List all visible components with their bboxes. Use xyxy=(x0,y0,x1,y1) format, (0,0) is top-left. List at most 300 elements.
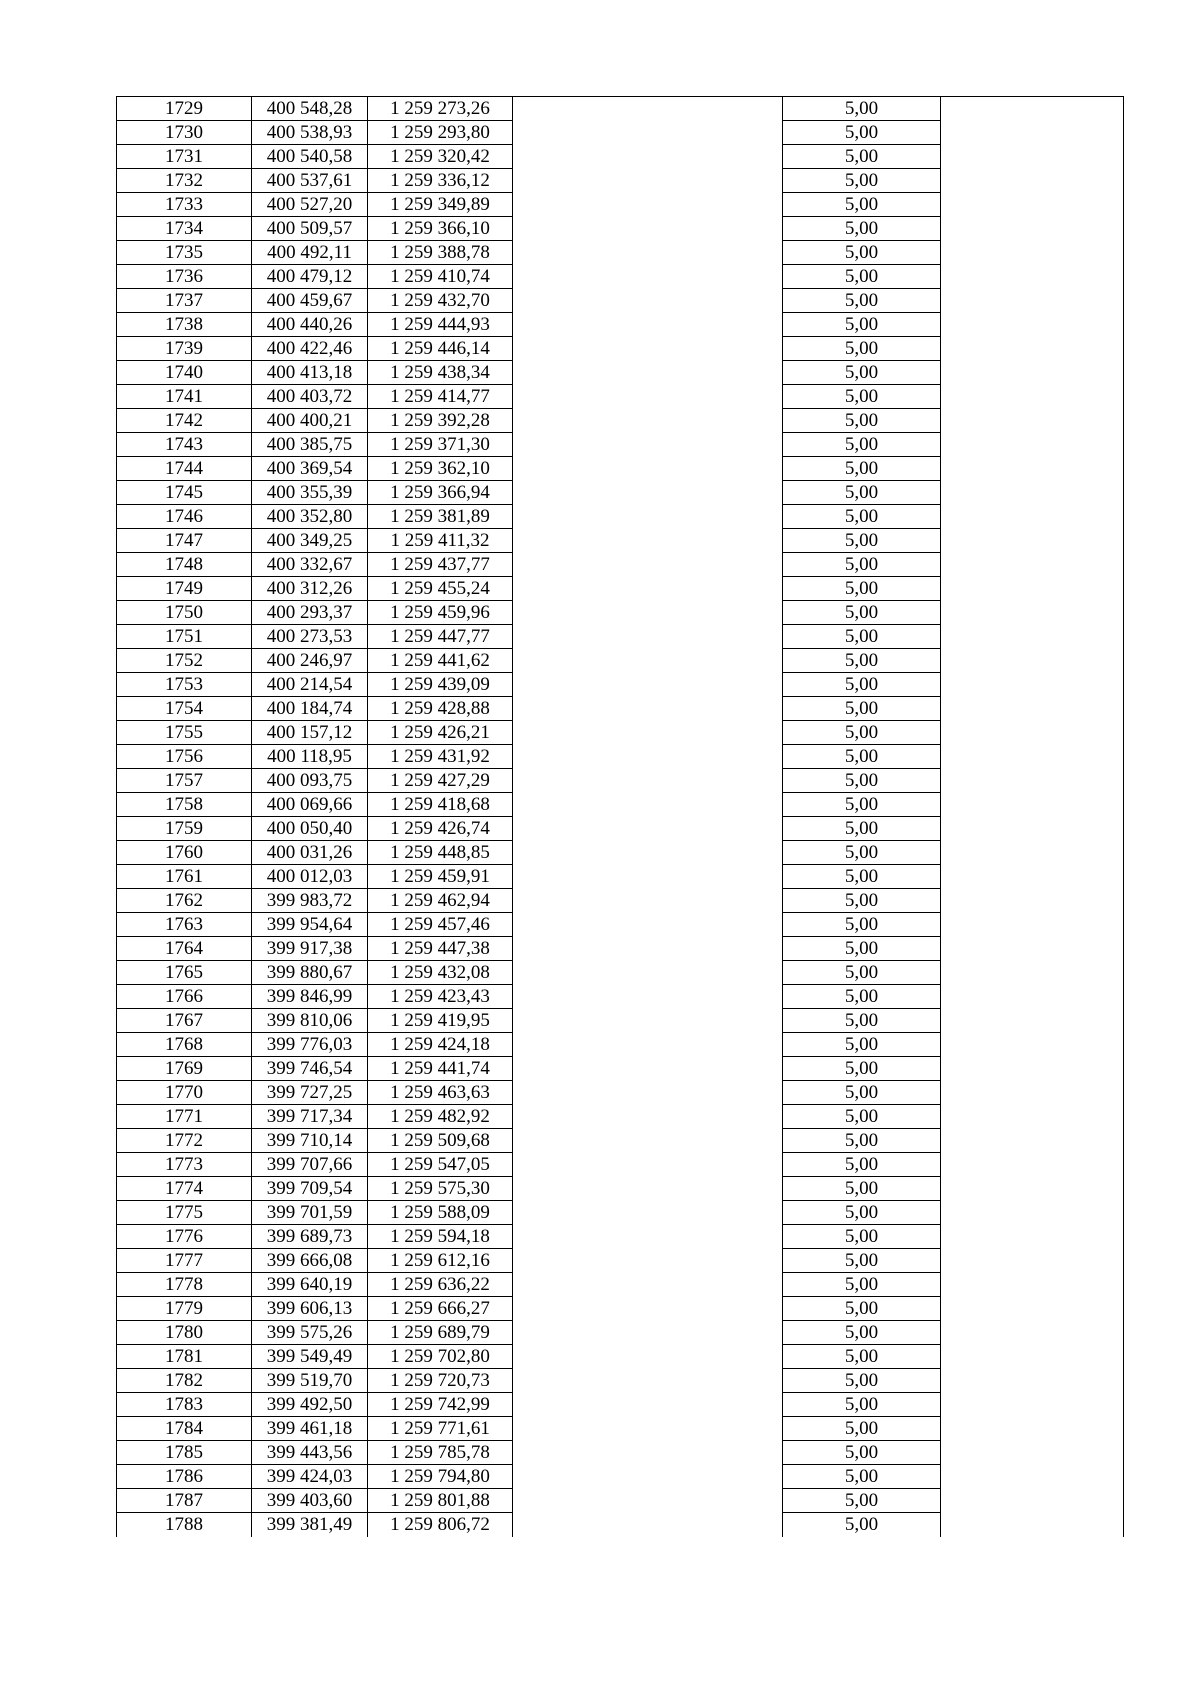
y-coordinate-cell: 1 259 438,34 xyxy=(368,361,513,385)
table-row xyxy=(117,745,1124,769)
empty-cell xyxy=(513,1417,783,1441)
empty-cell xyxy=(513,145,783,169)
empty-cell xyxy=(513,313,783,337)
y-coordinate-cell: 1 259 366,94 xyxy=(368,481,513,505)
empty-cell xyxy=(513,865,783,889)
empty-cell xyxy=(513,673,783,697)
empty-cell xyxy=(513,745,783,769)
empty-cell xyxy=(941,1273,1124,1297)
y-coordinate-cell: 1 259 426,74 xyxy=(368,817,513,841)
table-row xyxy=(117,841,1124,865)
value-cell: 5,00 xyxy=(783,913,941,937)
x-coordinate-cell: 400 459,67 xyxy=(252,289,368,313)
y-coordinate-cell: 1 259 575,30 xyxy=(368,1177,513,1201)
table-row xyxy=(117,1489,1124,1513)
empty-cell xyxy=(941,649,1124,673)
value-cell: 5,00 xyxy=(783,625,941,649)
empty-cell xyxy=(513,1441,783,1465)
table-row xyxy=(117,817,1124,841)
table-row xyxy=(117,217,1124,241)
empty-cell xyxy=(941,193,1124,217)
point-number-cell: 1757 xyxy=(117,769,252,793)
table-row xyxy=(117,697,1124,721)
empty-cell xyxy=(513,1489,783,1513)
x-coordinate-cell: 400 214,54 xyxy=(252,673,368,697)
empty-cell xyxy=(941,721,1124,745)
x-coordinate-cell: 399 575,26 xyxy=(252,1321,368,1345)
value-cell: 5,00 xyxy=(783,649,941,673)
point-number-cell: 1785 xyxy=(117,1441,252,1465)
empty-cell xyxy=(941,1033,1124,1057)
x-coordinate-cell: 399 846,99 xyxy=(252,985,368,1009)
x-coordinate-cell: 400 352,80 xyxy=(252,505,368,529)
x-coordinate-cell: 400 355,39 xyxy=(252,481,368,505)
empty-cell xyxy=(941,673,1124,697)
empty-cell xyxy=(941,1009,1124,1033)
empty-cell xyxy=(513,985,783,1009)
y-coordinate-cell: 1 259 689,79 xyxy=(368,1321,513,1345)
point-number-cell: 1770 xyxy=(117,1081,252,1105)
empty-cell xyxy=(513,1057,783,1081)
point-number-cell: 1775 xyxy=(117,1201,252,1225)
table-row xyxy=(117,1225,1124,1249)
table-row xyxy=(117,1033,1124,1057)
y-coordinate-cell: 1 259 388,78 xyxy=(368,241,513,265)
empty-cell xyxy=(941,601,1124,625)
table-row xyxy=(117,265,1124,289)
y-coordinate-cell: 1 259 666,27 xyxy=(368,1297,513,1321)
point-number-cell: 1771 xyxy=(117,1105,252,1129)
table-body xyxy=(117,97,1124,1537)
point-number-cell: 1747 xyxy=(117,529,252,553)
table-row xyxy=(117,505,1124,529)
y-coordinate-cell: 1 259 446,14 xyxy=(368,337,513,361)
y-coordinate-cell: 1 259 411,32 xyxy=(368,529,513,553)
point-number-cell: 1745 xyxy=(117,481,252,505)
empty-cell xyxy=(941,457,1124,481)
x-coordinate-cell: 400 369,54 xyxy=(252,457,368,481)
empty-cell xyxy=(513,505,783,529)
value-cell: 5,00 xyxy=(783,937,941,961)
point-number-cell: 1754 xyxy=(117,697,252,721)
empty-cell xyxy=(513,1201,783,1225)
y-coordinate-cell: 1 259 482,92 xyxy=(368,1105,513,1129)
empty-cell xyxy=(513,193,783,217)
point-number-cell: 1773 xyxy=(117,1153,252,1177)
y-coordinate-cell: 1 259 594,18 xyxy=(368,1225,513,1249)
x-coordinate-cell: 400 385,75 xyxy=(252,433,368,457)
empty-cell xyxy=(941,1129,1124,1153)
point-number-cell: 1763 xyxy=(117,913,252,937)
y-coordinate-cell: 1 259 293,80 xyxy=(368,121,513,145)
empty-cell xyxy=(513,289,783,313)
x-coordinate-cell: 399 701,59 xyxy=(252,1201,368,1225)
point-number-cell: 1777 xyxy=(117,1249,252,1273)
x-coordinate-cell: 399 519,70 xyxy=(252,1369,368,1393)
y-coordinate-cell: 1 259 428,88 xyxy=(368,697,513,721)
value-cell: 5,00 xyxy=(783,1129,941,1153)
value-cell: 5,00 xyxy=(783,313,941,337)
empty-cell xyxy=(941,1513,1124,1537)
x-coordinate-cell: 400 050,40 xyxy=(252,817,368,841)
table-row xyxy=(117,553,1124,577)
y-coordinate-cell: 1 259 771,61 xyxy=(368,1417,513,1441)
table-row xyxy=(117,1009,1124,1033)
point-number-cell: 1784 xyxy=(117,1417,252,1441)
value-cell: 5,00 xyxy=(783,529,941,553)
x-coordinate-cell: 399 746,54 xyxy=(252,1057,368,1081)
empty-cell xyxy=(513,553,783,577)
empty-cell xyxy=(513,265,783,289)
empty-cell xyxy=(513,433,783,457)
y-coordinate-cell: 1 259 806,72 xyxy=(368,1513,513,1537)
table-row xyxy=(117,145,1124,169)
value-cell: 5,00 xyxy=(783,1297,941,1321)
y-coordinate-cell: 1 259 366,10 xyxy=(368,217,513,241)
table-row xyxy=(117,1249,1124,1273)
point-number-cell: 1744 xyxy=(117,457,252,481)
x-coordinate-cell: 400 093,75 xyxy=(252,769,368,793)
table-row xyxy=(117,961,1124,985)
point-number-cell: 1741 xyxy=(117,385,252,409)
empty-cell xyxy=(941,793,1124,817)
value-cell: 5,00 xyxy=(783,433,941,457)
empty-cell xyxy=(941,1081,1124,1105)
y-coordinate-cell: 1 259 336,12 xyxy=(368,169,513,193)
point-number-cell: 1756 xyxy=(117,745,252,769)
x-coordinate-cell: 400 031,26 xyxy=(252,841,368,865)
empty-cell xyxy=(513,1297,783,1321)
value-cell: 5,00 xyxy=(783,841,941,865)
table-row xyxy=(117,289,1124,313)
empty-cell xyxy=(941,697,1124,721)
value-cell: 5,00 xyxy=(783,1105,941,1129)
empty-cell xyxy=(941,769,1124,793)
y-coordinate-cell: 1 259 441,74 xyxy=(368,1057,513,1081)
x-coordinate-cell: 400 246,97 xyxy=(252,649,368,673)
empty-cell xyxy=(941,337,1124,361)
value-cell: 5,00 xyxy=(783,217,941,241)
x-coordinate-cell: 399 954,64 xyxy=(252,913,368,937)
table-row xyxy=(117,409,1124,433)
point-number-cell: 1730 xyxy=(117,121,252,145)
empty-cell xyxy=(513,961,783,985)
point-number-cell: 1761 xyxy=(117,865,252,889)
point-number-cell: 1743 xyxy=(117,433,252,457)
table-row xyxy=(117,1465,1124,1489)
value-cell: 5,00 xyxy=(783,193,941,217)
value-cell: 5,00 xyxy=(783,1465,941,1489)
x-coordinate-cell: 400 293,37 xyxy=(252,601,368,625)
table-row xyxy=(117,121,1124,145)
point-number-cell: 1787 xyxy=(117,1489,252,1513)
value-cell: 5,00 xyxy=(783,241,941,265)
x-coordinate-cell: 399 776,03 xyxy=(252,1033,368,1057)
point-number-cell: 1774 xyxy=(117,1177,252,1201)
point-number-cell: 1753 xyxy=(117,673,252,697)
y-coordinate-cell: 1 259 371,30 xyxy=(368,433,513,457)
empty-cell xyxy=(941,361,1124,385)
value-cell: 5,00 xyxy=(783,817,941,841)
table-row xyxy=(117,649,1124,673)
table-row xyxy=(117,1297,1124,1321)
empty-cell xyxy=(513,1033,783,1057)
x-coordinate-cell: 400 413,18 xyxy=(252,361,368,385)
table-row xyxy=(117,433,1124,457)
table-row xyxy=(117,793,1124,817)
table-row xyxy=(117,601,1124,625)
table-row xyxy=(117,865,1124,889)
empty-cell xyxy=(941,433,1124,457)
value-cell: 5,00 xyxy=(783,673,941,697)
y-coordinate-cell: 1 259 448,85 xyxy=(368,841,513,865)
table-row xyxy=(117,577,1124,601)
value-cell: 5,00 xyxy=(783,409,941,433)
empty-cell xyxy=(941,481,1124,505)
value-cell: 5,00 xyxy=(783,721,941,745)
point-number-cell: 1768 xyxy=(117,1033,252,1057)
x-coordinate-cell: 399 810,06 xyxy=(252,1009,368,1033)
empty-cell xyxy=(513,1081,783,1105)
point-number-cell: 1772 xyxy=(117,1129,252,1153)
x-coordinate-cell: 399 710,14 xyxy=(252,1129,368,1153)
y-coordinate-cell: 1 259 418,68 xyxy=(368,793,513,817)
table-row xyxy=(117,169,1124,193)
x-coordinate-cell: 399 717,34 xyxy=(252,1105,368,1129)
x-coordinate-cell: 399 403,60 xyxy=(252,1489,368,1513)
y-coordinate-cell: 1 259 588,09 xyxy=(368,1201,513,1225)
empty-cell xyxy=(513,1249,783,1273)
x-coordinate-cell: 399 443,56 xyxy=(252,1441,368,1465)
empty-cell xyxy=(941,937,1124,961)
empty-cell xyxy=(941,529,1124,553)
table-row xyxy=(117,1369,1124,1393)
table-row xyxy=(117,313,1124,337)
empty-cell xyxy=(513,121,783,145)
empty-cell xyxy=(941,1465,1124,1489)
empty-cell xyxy=(513,1369,783,1393)
table-row xyxy=(117,1273,1124,1297)
empty-cell xyxy=(513,385,783,409)
point-number-cell: 1782 xyxy=(117,1369,252,1393)
x-coordinate-cell: 399 640,19 xyxy=(252,1273,368,1297)
empty-cell xyxy=(941,217,1124,241)
value-cell: 5,00 xyxy=(783,505,941,529)
y-coordinate-cell: 1 259 794,80 xyxy=(368,1465,513,1489)
empty-cell xyxy=(513,481,783,505)
point-number-cell: 1764 xyxy=(117,937,252,961)
empty-cell xyxy=(513,1105,783,1129)
empty-cell xyxy=(513,601,783,625)
value-cell: 5,00 xyxy=(783,1201,941,1225)
value-cell: 5,00 xyxy=(783,865,941,889)
value-cell: 5,00 xyxy=(783,601,941,625)
value-cell: 5,00 xyxy=(783,1177,941,1201)
point-number-cell: 1752 xyxy=(117,649,252,673)
empty-cell xyxy=(941,625,1124,649)
x-coordinate-cell: 399 549,49 xyxy=(252,1345,368,1369)
coordinates-table xyxy=(116,96,1124,1537)
value-cell: 5,00 xyxy=(783,793,941,817)
value-cell: 5,00 xyxy=(783,1513,941,1537)
table-row xyxy=(117,1441,1124,1465)
empty-cell xyxy=(941,817,1124,841)
y-coordinate-cell: 1 259 459,91 xyxy=(368,865,513,889)
table-row xyxy=(117,361,1124,385)
x-coordinate-cell: 400 273,53 xyxy=(252,625,368,649)
x-coordinate-cell: 399 727,25 xyxy=(252,1081,368,1105)
table-row xyxy=(117,1129,1124,1153)
x-coordinate-cell: 399 381,49 xyxy=(252,1513,368,1537)
point-number-cell: 1734 xyxy=(117,217,252,241)
y-coordinate-cell: 1 259 424,18 xyxy=(368,1033,513,1057)
empty-cell xyxy=(941,841,1124,865)
y-coordinate-cell: 1 259 410,74 xyxy=(368,265,513,289)
empty-cell xyxy=(941,1321,1124,1345)
empty-cell xyxy=(941,1489,1124,1513)
y-coordinate-cell: 1 259 636,22 xyxy=(368,1273,513,1297)
empty-cell xyxy=(941,1105,1124,1129)
empty-cell xyxy=(941,1249,1124,1273)
table-row xyxy=(117,1417,1124,1441)
empty-cell xyxy=(941,1393,1124,1417)
point-number-cell: 1780 xyxy=(117,1321,252,1345)
x-coordinate-cell: 400 548,28 xyxy=(252,97,368,121)
empty-cell xyxy=(941,1177,1124,1201)
value-cell: 5,00 xyxy=(783,1249,941,1273)
table-row xyxy=(117,625,1124,649)
y-coordinate-cell: 1 259 426,21 xyxy=(368,721,513,745)
point-number-cell: 1733 xyxy=(117,193,252,217)
value-cell: 5,00 xyxy=(783,1393,941,1417)
table-row xyxy=(117,385,1124,409)
table-row xyxy=(117,97,1124,121)
empty-cell xyxy=(941,577,1124,601)
point-number-cell: 1738 xyxy=(117,313,252,337)
point-number-cell: 1760 xyxy=(117,841,252,865)
point-number-cell: 1735 xyxy=(117,241,252,265)
y-coordinate-cell: 1 259 612,16 xyxy=(368,1249,513,1273)
y-coordinate-cell: 1 259 381,89 xyxy=(368,505,513,529)
x-coordinate-cell: 400 069,66 xyxy=(252,793,368,817)
empty-cell xyxy=(941,1369,1124,1393)
point-number-cell: 1732 xyxy=(117,169,252,193)
point-number-cell: 1781 xyxy=(117,1345,252,1369)
empty-cell xyxy=(941,313,1124,337)
empty-cell xyxy=(513,769,783,793)
empty-cell xyxy=(513,793,783,817)
y-coordinate-cell: 1 259 547,05 xyxy=(368,1153,513,1177)
point-number-cell: 1748 xyxy=(117,553,252,577)
x-coordinate-cell: 399 424,03 xyxy=(252,1465,368,1489)
empty-cell xyxy=(513,1345,783,1369)
point-number-cell: 1739 xyxy=(117,337,252,361)
empty-cell xyxy=(513,1153,783,1177)
empty-cell xyxy=(941,1345,1124,1369)
y-coordinate-cell: 1 259 702,80 xyxy=(368,1345,513,1369)
value-cell: 5,00 xyxy=(783,889,941,913)
value-cell: 5,00 xyxy=(783,1033,941,1057)
empty-cell xyxy=(941,97,1124,121)
table-row xyxy=(117,769,1124,793)
y-coordinate-cell: 1 259 441,62 xyxy=(368,649,513,673)
x-coordinate-cell: 400 312,26 xyxy=(252,577,368,601)
point-number-cell: 1731 xyxy=(117,145,252,169)
empty-cell xyxy=(941,1297,1124,1321)
empty-cell xyxy=(513,817,783,841)
empty-cell xyxy=(513,1393,783,1417)
table-row xyxy=(117,889,1124,913)
y-coordinate-cell: 1 259 447,38 xyxy=(368,937,513,961)
point-number-cell: 1746 xyxy=(117,505,252,529)
x-coordinate-cell: 400 479,12 xyxy=(252,265,368,289)
table-row xyxy=(117,913,1124,937)
table-row xyxy=(117,457,1124,481)
x-coordinate-cell: 399 492,50 xyxy=(252,1393,368,1417)
value-cell: 5,00 xyxy=(783,121,941,145)
empty-cell xyxy=(941,1201,1124,1225)
y-coordinate-cell: 1 259 509,68 xyxy=(368,1129,513,1153)
empty-cell xyxy=(513,169,783,193)
value-cell: 5,00 xyxy=(783,1321,941,1345)
point-number-cell: 1783 xyxy=(117,1393,252,1417)
point-number-cell: 1736 xyxy=(117,265,252,289)
empty-cell xyxy=(941,1225,1124,1249)
empty-cell xyxy=(513,841,783,865)
y-coordinate-cell: 1 259 437,77 xyxy=(368,553,513,577)
empty-cell xyxy=(513,337,783,361)
y-coordinate-cell: 1 259 447,77 xyxy=(368,625,513,649)
x-coordinate-cell: 400 400,21 xyxy=(252,409,368,433)
x-coordinate-cell: 399 666,08 xyxy=(252,1249,368,1273)
value-cell: 5,00 xyxy=(783,1441,941,1465)
x-coordinate-cell: 400 012,03 xyxy=(252,865,368,889)
table-row xyxy=(117,1345,1124,1369)
value-cell: 5,00 xyxy=(783,961,941,985)
value-cell: 5,00 xyxy=(783,577,941,601)
y-coordinate-cell: 1 259 459,96 xyxy=(368,601,513,625)
y-coordinate-cell: 1 259 457,46 xyxy=(368,913,513,937)
value-cell: 5,00 xyxy=(783,1345,941,1369)
value-cell: 5,00 xyxy=(783,1057,941,1081)
y-coordinate-cell: 1 259 432,08 xyxy=(368,961,513,985)
table-row xyxy=(117,1177,1124,1201)
value-cell: 5,00 xyxy=(783,97,941,121)
table-row xyxy=(117,1081,1124,1105)
empty-cell xyxy=(513,1465,783,1489)
empty-cell xyxy=(513,1225,783,1249)
point-number-cell: 1729 xyxy=(117,97,252,121)
empty-cell xyxy=(941,1441,1124,1465)
point-number-cell: 1751 xyxy=(117,625,252,649)
point-number-cell: 1750 xyxy=(117,601,252,625)
table-row xyxy=(117,673,1124,697)
x-coordinate-cell: 399 606,13 xyxy=(252,1297,368,1321)
y-coordinate-cell: 1 259 742,99 xyxy=(368,1393,513,1417)
empty-cell xyxy=(941,961,1124,985)
y-coordinate-cell: 1 259 273,26 xyxy=(368,97,513,121)
value-cell: 5,00 xyxy=(783,337,941,361)
value-cell: 5,00 xyxy=(783,745,941,769)
empty-cell xyxy=(513,697,783,721)
point-number-cell: 1786 xyxy=(117,1465,252,1489)
table-row xyxy=(117,241,1124,265)
table-row xyxy=(117,1057,1124,1081)
empty-cell xyxy=(513,625,783,649)
point-number-cell: 1778 xyxy=(117,1273,252,1297)
point-number-cell: 1765 xyxy=(117,961,252,985)
value-cell: 5,00 xyxy=(783,1273,941,1297)
